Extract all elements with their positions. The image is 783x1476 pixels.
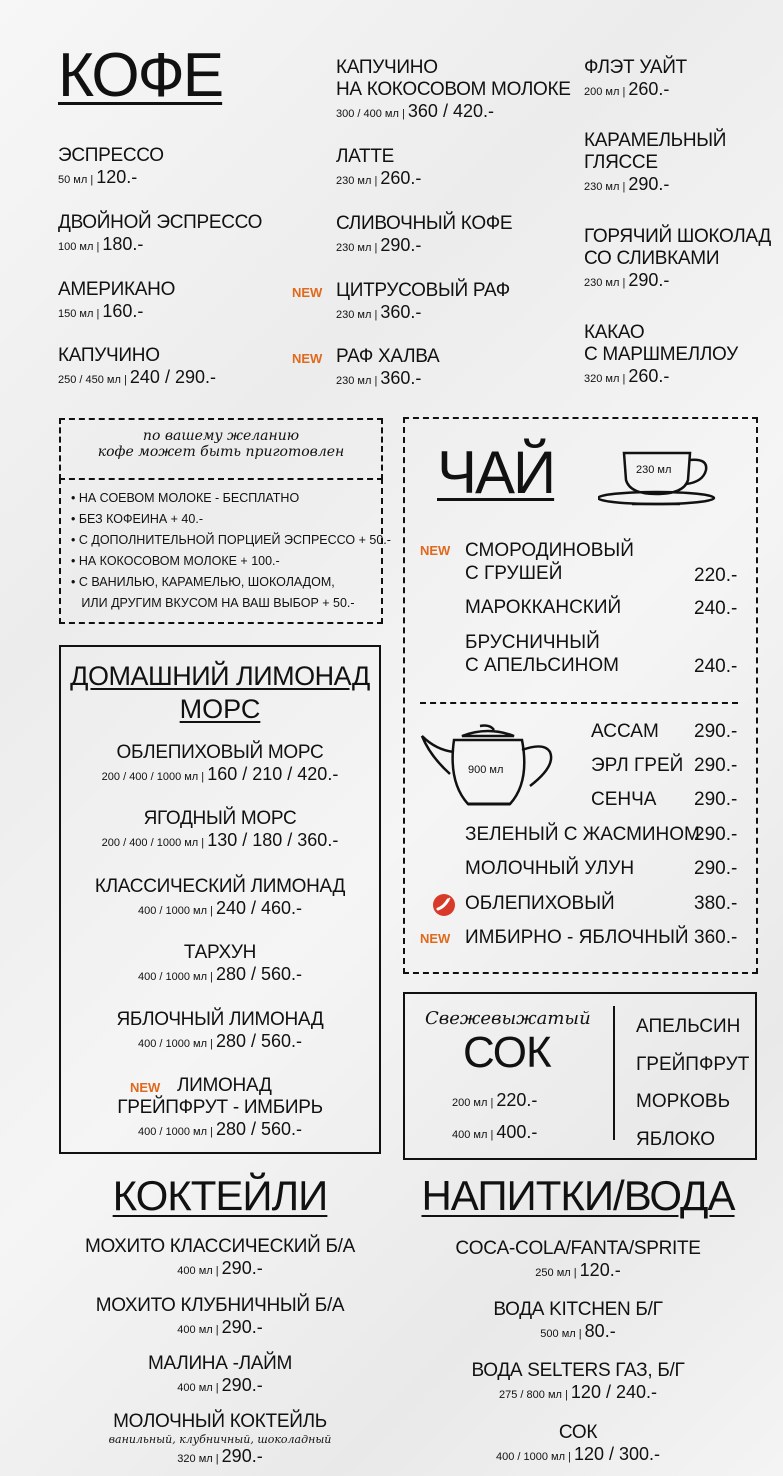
tea-price: 290.- bbox=[694, 789, 738, 810]
menu-item: СОК 400 / 1000 мл | 120 / 300.- bbox=[398, 1422, 758, 1465]
item-name: COCA-COLA/FANTA/SPRITE bbox=[455, 1238, 701, 1259]
item-name: ОБЛЕПИХОВЫЙ МОРС bbox=[116, 742, 324, 763]
juice-flavor: ГРЕЙПФРУТ bbox=[636, 1053, 750, 1075]
juice-title: СОК bbox=[463, 1028, 551, 1077]
tea-name-line2: С ГРУШЕЙ bbox=[465, 563, 563, 584]
juice-flavor: МОРКОВЬ bbox=[636, 1091, 731, 1112]
divider bbox=[420, 702, 738, 704]
menu-item: МАЛИНА -ЛАЙМ 400 мл | 290.- bbox=[40, 1353, 400, 1396]
teacup-icon bbox=[598, 448, 720, 510]
item-volume: 250 мл bbox=[535, 1267, 571, 1279]
tea-name: СМОРОДИНОВЫЙ bbox=[465, 540, 634, 561]
item-price: 120 / 300.- bbox=[573, 1444, 661, 1464]
menu-item: ЛАТТЕ 230 мл | 260.- bbox=[336, 146, 422, 188]
item-volume: 50 мл bbox=[58, 174, 88, 186]
item-volume: 200 / 400 / 1000 мл bbox=[101, 837, 199, 849]
juice-volume: 200 мл bbox=[452, 1097, 488, 1109]
tea-name: МАРОККАНСКИЙ bbox=[465, 597, 622, 618]
menu-item: COCA-COLA/FANTA/SPRITE 250 мл | 120.- bbox=[398, 1238, 758, 1281]
juice-size: 200 мл | 220.- bbox=[452, 1090, 538, 1110]
item-volume: 320 мл bbox=[177, 1453, 213, 1465]
item-volume: 400 / 1000 мл bbox=[137, 1038, 207, 1050]
menu-item: ВОДА KITCHEN Б/Г 500 мл | 80.- bbox=[398, 1299, 758, 1342]
item-price: 80.- bbox=[584, 1321, 616, 1341]
tea-price: 240.- bbox=[694, 598, 738, 619]
lemonade-subtitle: МОРС bbox=[179, 694, 261, 724]
item-name: РАФ ХАЛВА bbox=[336, 346, 440, 367]
options-list-box bbox=[59, 478, 391, 624]
juice-price: 220.- bbox=[496, 1090, 538, 1110]
tea-price: 380.- bbox=[694, 893, 738, 914]
option-item: • С ДОПОЛНИТЕЛЬНОЙ ПОРЦИЕЙ ЭСПРЕССО + 50.- bbox=[71, 533, 391, 547]
tea-name: МОЛОЧНЫЙ УЛУН bbox=[465, 858, 635, 879]
tea-name: СЕНЧА bbox=[591, 789, 657, 810]
option-item: • НА СОЕВОМ МОЛОКЕ - БЕСПЛАТНО bbox=[71, 491, 300, 505]
item-volume: 200 мл bbox=[584, 86, 620, 98]
item-volume: 400 мл bbox=[177, 1324, 213, 1336]
option-item: • НА КОКОСОВОМ МОЛОКЕ + 100.- bbox=[71, 554, 280, 568]
item-flavors: ванильный, клубничный, шоколадный bbox=[108, 1433, 332, 1446]
item-name: ЦИТРУСОВЫЙ РАФ bbox=[336, 280, 510, 301]
item-volume: 230 мл bbox=[584, 277, 620, 289]
option-item: • БЕЗ КОФЕИНА + 40.- bbox=[71, 512, 203, 526]
item-name: ГОРЯЧИЙ ШОКОЛАД bbox=[584, 226, 771, 247]
item-name-line2: ГЛЯССЕ bbox=[584, 152, 658, 173]
item-name: КАРАМЕЛЬНЫЙ bbox=[584, 130, 727, 151]
menu-item: ЦИТРУСОВЫЙ РАФ 230 мл | 360.- bbox=[336, 280, 510, 322]
juice-price: 400.- bbox=[496, 1122, 538, 1142]
item-volume: 400 / 1000 мл bbox=[137, 1126, 207, 1138]
menu-item: МОХИТО КЛАССИЧЕСКИЙ Б/А 400 мл | 290.- bbox=[40, 1236, 400, 1279]
item-price: 240 / 460.- bbox=[215, 898, 303, 918]
lemonade-title: ДОМАШНИЙ ЛИМОНАД bbox=[70, 661, 370, 691]
item-volume: 250 / 450 мл bbox=[58, 374, 121, 386]
item-name: СОК bbox=[558, 1422, 598, 1443]
coffee-title: КОФЕ bbox=[58, 41, 223, 110]
item-price: 290.- bbox=[628, 270, 670, 290]
item-price: 260.- bbox=[380, 168, 422, 188]
tea-name: ИМБИРНО - ЯБЛОЧНЫЙ bbox=[465, 927, 689, 948]
juice-flavor: ЯБЛОКО bbox=[636, 1128, 716, 1150]
item-volume: 400 / 1000 мл bbox=[495, 1451, 565, 1463]
menu-item: ВОДА SELTERS ГАЗ, Б/Г 275 / 800 мл | 120 / 240.- bbox=[398, 1360, 758, 1403]
item-name: СЛИВОЧНЫЙ КОФЕ bbox=[336, 213, 513, 234]
menu-item: МОЛОЧНЫЙ КОКТЕЙЛЬ ванильный, клубничный, шоколадный 320 мл | 290.- bbox=[40, 1411, 400, 1467]
item-name-line2: С МАРШМЕЛЛОУ bbox=[584, 344, 738, 365]
item-price: 120.- bbox=[579, 1260, 621, 1280]
item-price: 280 / 560.- bbox=[215, 1031, 303, 1051]
item-price: 290.- bbox=[380, 235, 422, 255]
tea-name-line2: С АПЕЛЬСИНОМ bbox=[465, 655, 620, 676]
item-name: МАЛИНА -ЛАЙМ bbox=[147, 1353, 293, 1374]
divider bbox=[613, 1006, 615, 1140]
menu-item: ОБЛЕПИХОВЫЙ МОРС 200 / 400 / 1000 мл | 160 / 210 / 420.- bbox=[59, 742, 381, 785]
menu-item: МОХИТО КЛУБНИЧНЫЙ Б/А 400 мл | 290.- bbox=[40, 1295, 400, 1338]
menu-item: КАКАО С МАРШМЕЛЛОУ 320 мл | 260.- bbox=[584, 322, 738, 386]
item-volume: 200 / 400 / 1000 мл bbox=[101, 771, 199, 783]
item-name: ВОДА SELTERS ГАЗ, Б/Г bbox=[471, 1360, 685, 1381]
menu-item: ДВОЙНОЙ ЭСПРЕССО 100 мл | 180.- bbox=[58, 212, 263, 254]
item-name: КАПУЧИНО bbox=[336, 57, 438, 78]
menu-item: КАПУЧИНО 250 / 450 мл | 240 / 290.- bbox=[58, 345, 216, 387]
tea-name: ЗЕЛЕНЫЙ С ЖАСМИНОМ bbox=[465, 824, 700, 845]
item-name-line2: СО СЛИВКАМИ bbox=[584, 248, 720, 269]
item-name: ЯБЛОЧНЫЙ ЛИМОНАД bbox=[116, 1009, 324, 1030]
item-name: ТАРХУН bbox=[183, 942, 257, 963]
item-price: 130 / 180 / 360.- bbox=[207, 830, 339, 850]
menu-item: КАПУЧИНО НА КОКОСОВОМ МОЛОКЕ 300 / 400 мл | 360 / 420.- bbox=[336, 57, 571, 121]
item-name: ВОДА KITCHEN Б/Г bbox=[493, 1299, 663, 1320]
item-price: 280 / 560.- bbox=[215, 964, 303, 984]
juice-script-title: Свежевыжатый bbox=[425, 1008, 591, 1029]
tea-price: 290.- bbox=[694, 858, 738, 879]
option-item: ИЛИ ДРУГИМ ВКУСОМ НА ВАШ ВЫБОР + 50.- bbox=[71, 596, 355, 610]
item-price: 180.- bbox=[102, 234, 144, 254]
item-price: 260.- bbox=[628, 366, 670, 386]
pot-volume: 900 мл bbox=[468, 764, 504, 776]
juice-flavor: АПЕЛЬСИН bbox=[636, 1016, 741, 1037]
chili-pepper-icon bbox=[432, 893, 456, 917]
menu-item: ГОРЯЧИЙ ШОКОЛАД СО СЛИВКАМИ 230 мл | 290.- bbox=[584, 226, 771, 290]
item-name: МОЛОЧНЫЙ КОКТЕЙЛЬ bbox=[113, 1411, 327, 1432]
menu-item: ЯГОДНЫЙ МОРС 200 / 400 / 1000 мл | 130 / 180 / 360.- bbox=[59, 808, 381, 851]
item-name: ЯГОДНЫЙ МОРС bbox=[143, 808, 297, 829]
item-name: ЭСПРЕССО bbox=[58, 145, 164, 166]
item-name-line2: НА КОКОСОВОМ МОЛОКЕ bbox=[336, 79, 571, 100]
item-price: 290.- bbox=[221, 1317, 263, 1337]
new-badge: NEW bbox=[292, 285, 323, 300]
tea-name: АССАМ bbox=[591, 721, 659, 742]
item-price: 120.- bbox=[96, 167, 138, 187]
item-name: МОХИТО КЛАССИЧЕСКИЙ Б/А bbox=[84, 1236, 356, 1257]
item-volume: 275 / 800 мл bbox=[499, 1389, 562, 1401]
item-price: 120 / 240.- bbox=[570, 1382, 657, 1402]
tea-title: ЧАЙ bbox=[437, 439, 555, 506]
menu-item: РАФ ХАЛВА 230 мл | 360.- bbox=[336, 346, 440, 388]
item-name-line2: ГРЕЙПФРУТ - ИМБИРЬ bbox=[117, 1097, 323, 1118]
tea-name: ОБЛЕПИХОВЫЙ bbox=[465, 893, 615, 914]
cup-volume: 230 мл bbox=[636, 464, 672, 476]
item-price: 280 / 560.- bbox=[215, 1119, 303, 1139]
new-badge: NEW bbox=[420, 931, 451, 946]
item-name: ЛИМОНАД bbox=[177, 1075, 272, 1096]
item-price: 290.- bbox=[221, 1258, 263, 1278]
tea-price: 360.- bbox=[694, 927, 738, 948]
item-name: КАПУЧИНО bbox=[58, 345, 160, 366]
options-heading-line1: по вашему желанию bbox=[142, 428, 300, 444]
item-price: 290.- bbox=[221, 1375, 263, 1395]
tea-name: БРУСНИЧНЫЙ bbox=[465, 632, 600, 653]
item-price: 160.- bbox=[102, 301, 144, 321]
new-badge: NEW bbox=[130, 1080, 161, 1095]
new-badge: NEW bbox=[420, 543, 451, 558]
tea-price: 290.- bbox=[694, 824, 738, 845]
juice-flavor-list bbox=[636, 1008, 749, 1158]
menu-item: ГРЕЙПФРУТ - ИМБИРЬ 400 / 1000 мл | 280 / 560.- bbox=[59, 1097, 381, 1140]
item-volume: 300 / 400 мл bbox=[336, 108, 399, 120]
options-heading-box bbox=[59, 418, 383, 480]
item-volume: 100 мл bbox=[58, 241, 94, 253]
item-volume: 230 мл bbox=[336, 375, 372, 387]
item-volume: 400 мл bbox=[177, 1265, 213, 1277]
juice-volume: 400 мл bbox=[452, 1129, 488, 1141]
tea-name: ЭРЛ ГРЕЙ bbox=[591, 755, 684, 776]
item-volume: 230 мл bbox=[336, 242, 372, 254]
item-name: ДВОЙНОЙ ЭСПРЕССО bbox=[58, 212, 263, 233]
menu-item: АМЕРИКАНО 150 мл | 160.- bbox=[58, 279, 176, 321]
item-price: 360 / 420.- bbox=[407, 101, 494, 121]
item-volume: 400 мл bbox=[177, 1382, 213, 1394]
options-heading-line2: кофе может быть приготовлен bbox=[97, 444, 345, 460]
menu-item: КАРАМЕЛЬНЫЙ ГЛЯССЕ 230 мл | 290.- bbox=[584, 130, 727, 194]
item-name: КЛАССИЧЕСКИЙ ЛИМОНАД bbox=[94, 876, 346, 897]
item-name: АМЕРИКАНО bbox=[58, 279, 176, 300]
tea-price: 290.- bbox=[694, 721, 738, 742]
menu-item: ЯБЛОЧНЫЙ ЛИМОНАД 400 / 1000 мл | 280 / 560.- bbox=[59, 1009, 381, 1052]
cocktails-title: КОКТЕЙЛИ bbox=[112, 1172, 328, 1219]
item-price: 290.- bbox=[221, 1446, 263, 1466]
tea-price: 220.- bbox=[694, 565, 738, 586]
item-volume: 150 мл bbox=[58, 308, 94, 320]
item-name: КАКАО bbox=[584, 322, 645, 343]
item-volume: 320 мл bbox=[584, 373, 620, 385]
item-volume: 230 мл bbox=[584, 181, 620, 193]
menu-item: СЛИВОЧНЫЙ КОФЕ 230 мл | 290.- bbox=[336, 213, 513, 255]
item-name: МОХИТО КЛУБНИЧНЫЙ Б/А bbox=[95, 1295, 345, 1316]
juice-size: 400 мл | 400.- bbox=[452, 1122, 538, 1142]
item-price: 290.- bbox=[628, 174, 670, 194]
item-volume: 400 / 1000 мл bbox=[137, 905, 207, 917]
new-badge: NEW bbox=[292, 351, 323, 366]
item-price: 240 / 290.- bbox=[129, 367, 216, 387]
item-price: 160 / 210 / 420.- bbox=[207, 764, 339, 784]
item-volume: 230 мл bbox=[336, 175, 372, 187]
tea-price: 240.- bbox=[694, 656, 738, 677]
item-price: 360.- bbox=[380, 368, 422, 388]
item-name: ЛАТТЕ bbox=[336, 146, 395, 167]
tea-price: 290.- bbox=[694, 755, 738, 776]
item-name: ФЛЭТ УАЙТ bbox=[584, 57, 687, 78]
menu-item: ФЛЭТ УАЙТ 200 мл | 260.- bbox=[584, 57, 687, 99]
drinks-title: НАПИТКИ/ВОДА bbox=[421, 1172, 735, 1219]
menu-item: ТАРХУН 400 / 1000 мл | 280 / 560.- bbox=[59, 942, 381, 985]
item-volume: 500 мл bbox=[540, 1328, 576, 1340]
item-volume: 400 / 1000 мл bbox=[137, 971, 207, 983]
options-list bbox=[61, 478, 391, 614]
option-item: • С ВАНИЛЬЮ, КАРАМЕЛЬЮ, ШОКОЛАДОМ, bbox=[71, 575, 335, 589]
item-volume: 230 мл bbox=[336, 309, 372, 321]
item-price: 360.- bbox=[380, 302, 422, 322]
menu-item: ЭСПРЕССО 50 мл | 120.- bbox=[58, 145, 164, 187]
menu-item: КЛАССИЧЕСКИЙ ЛИМОНАД 400 / 1000 мл | 240 / 460.- bbox=[59, 876, 381, 919]
item-price: 260.- bbox=[628, 79, 670, 99]
